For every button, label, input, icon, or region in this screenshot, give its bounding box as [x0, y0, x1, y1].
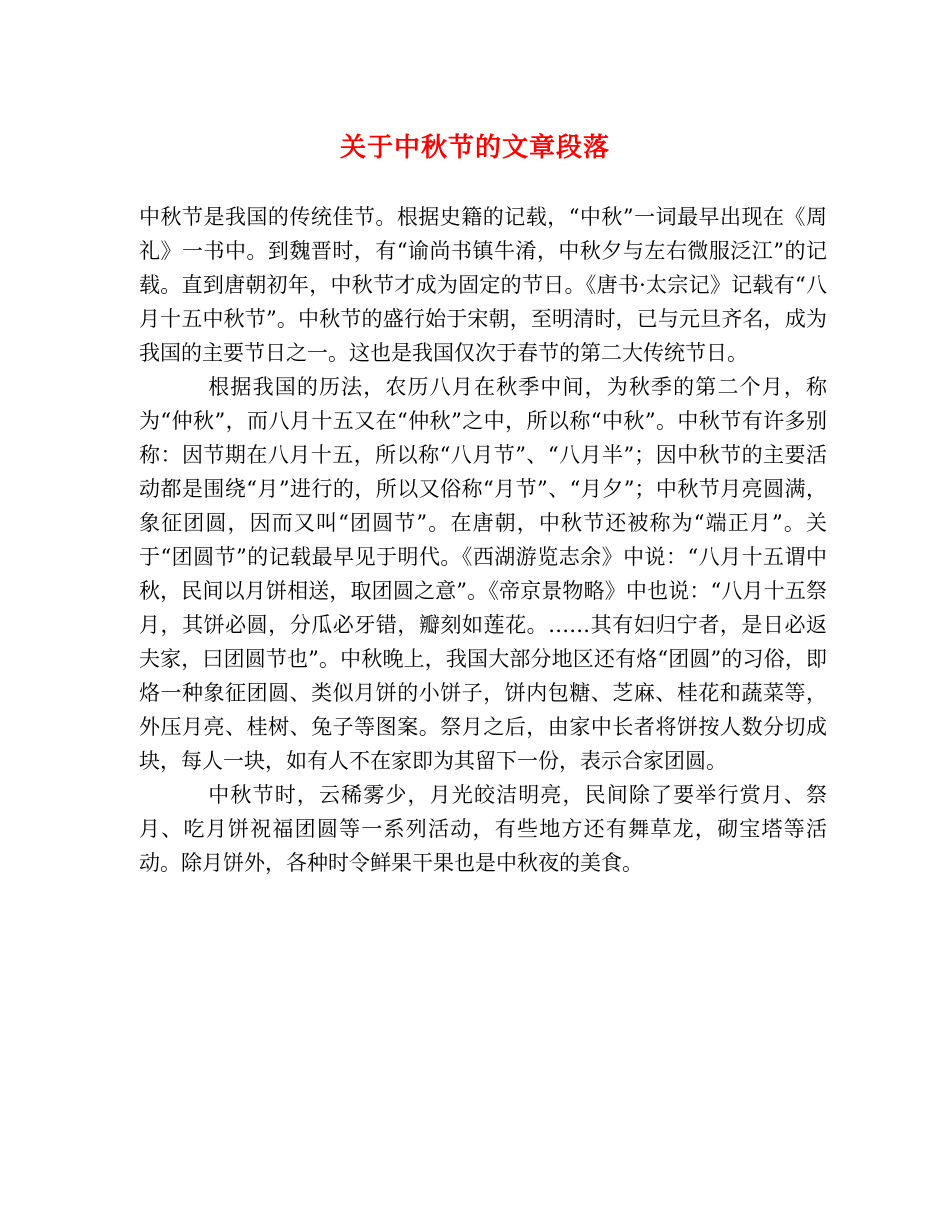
document-body: [139, 200, 827, 880]
paragraph-1: 中秋节是我国的传统佳节。根据史籍的记载，“中秋”一词最早出现在《周礼》一书中。到魏晋时，有“谕尚书镇牛淆，中秋夕与左右微服泛江”的记载。直到唐朝初年，中秋节才成为固定的节日。《唐书·太宗记》记载有“八月十五中秋节”。中秋节的盛行始于宋朝，至明清时，已与元旦齐名，成为我国的主要节日之一。这也是我国仅次于春节的第二大传统节日。: [139, 205, 827, 365]
paragraph-3: 中秋节时，云稀雾少，月光皎洁明亮，民间除了要举行赏月、祭月、吃月饼祝福团圆等一系列活动，有些地方还有舞草龙，砌宝塔等活动。除月饼外，各种时令鲜果干果也是中秋夜的美食。: [139, 783, 827, 875]
document-title: 关于中秋节的文章段落: [339, 133, 610, 163]
paragraph-2: 根据我国的历法，农历八月在秋季中间，为秋季的第二个月，称为“仲秋”，而八月十五又在“仲秋”之中，所以称“中秋”。中秋节有许多别称：因节期在八月十五，所以称“八月节”、“八月半”；因中秋节的主要活动都是围绕“月”进行的，所以又俗称“月节”、“月夕”；中秋节月亮圆满，象征团圆，因而又叫“团圆节”。在唐朝，中秋节还被称为“端正月”。关于“团圆节”的记载最早见于明代。《西湖游览志余》中说：“八月十五谓中秋，民间以月饼相送，取团圆之意”。《帝京景物略》中也说：“八月十五祭月，其饼必圆，分瓜必牙错，瓣刻如莲花。……其有妇归宁者，是日必返夫家，曰团圆节也”。中秋晚上，我国大部分地区还有烙“团圆”的习俗，即烙一种象征团圆、类似月饼的小饼子，饼内包糖、芝麻、桂花和蔬菜等，外压月亮、桂树、兔子等图案。祭月之后，由家中长者将饼按人数分切成块，每人一块，如有人不在家即为其留下一份，表示合家团圆。: [139, 375, 827, 773]
